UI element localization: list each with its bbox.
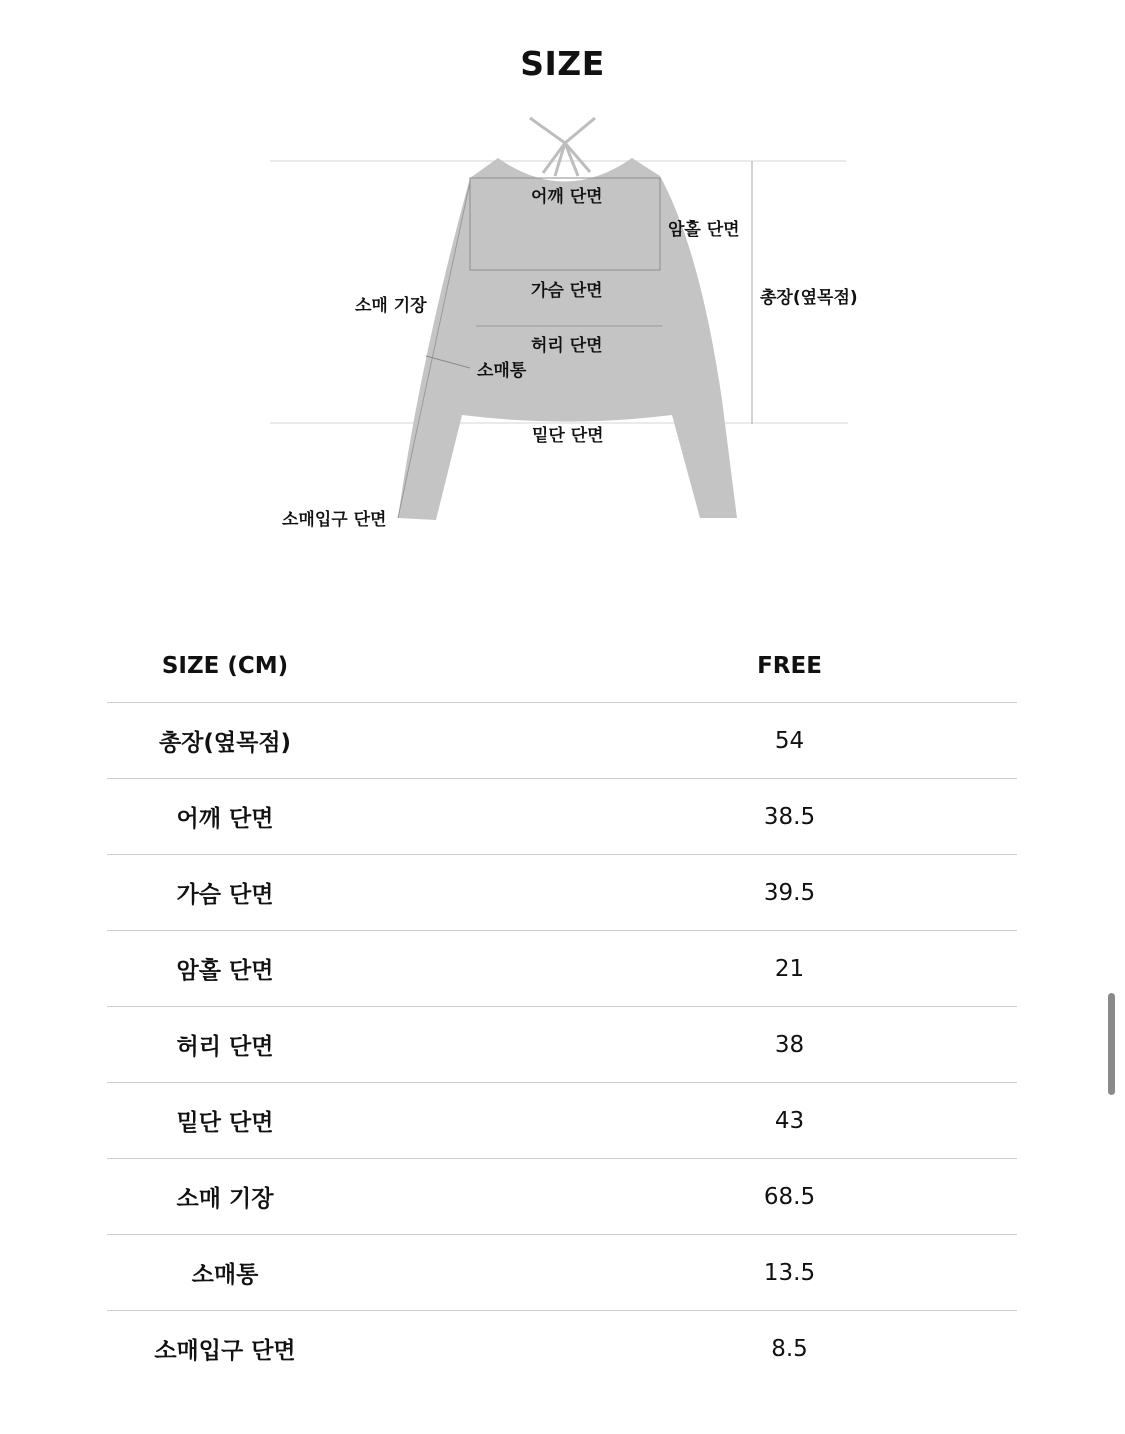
neck-strap-icon	[530, 118, 595, 176]
label-hem: 밑단 단면	[532, 426, 604, 446]
label-shoulder: 어깨 단면	[531, 187, 603, 207]
label-waist: 허리 단면	[531, 336, 603, 356]
page-title: SIZE	[520, 44, 605, 83]
row-value: 68.5	[763, 1183, 816, 1210]
row-label: 소매통	[191, 1262, 259, 1288]
size-table	[107, 630, 1017, 1386]
label-armhole: 암홀 단면	[668, 220, 740, 240]
table-row	[107, 779, 1017, 855]
table-row	[107, 1159, 1017, 1235]
row-value: 54	[774, 727, 805, 754]
table-row	[107, 1311, 1017, 1387]
label-sleeve-width: 소매통	[477, 361, 527, 381]
row-value: 38	[774, 1031, 805, 1058]
scrollbar[interactable]	[1108, 993, 1115, 1095]
label-cuff: 소매입구 단면	[282, 510, 387, 530]
row-value: 39.5	[763, 879, 816, 906]
row-label: 소매 기장	[176, 1186, 274, 1212]
row-label: 총장(옆목점)	[158, 730, 292, 756]
header-size: SIZE (CM)	[161, 653, 289, 679]
row-label: 어깨 단면	[176, 806, 274, 832]
table-row	[107, 931, 1017, 1007]
header-free: FREE	[757, 653, 822, 679]
table-row	[107, 703, 1017, 779]
row-value: 43	[774, 1107, 805, 1134]
row-label: 가슴 단면	[176, 882, 274, 908]
label-total-length: 총장(옆목점)	[760, 288, 858, 308]
table-row	[107, 1007, 1017, 1083]
row-label: 암홀 단면	[176, 958, 274, 984]
table-row	[107, 1083, 1017, 1159]
row-label: 밑단 단면	[176, 1110, 274, 1136]
table-row	[107, 1235, 1017, 1311]
row-value: 21	[774, 955, 805, 982]
label-sleeve-length: 소매 기장	[355, 296, 427, 316]
row-label: 소매입구 단면	[154, 1338, 296, 1364]
row-label: 허리 단면	[176, 1034, 274, 1060]
table-header-row	[107, 630, 1017, 703]
row-value: 13.5	[763, 1259, 816, 1286]
label-chest: 가슴 단면	[531, 281, 603, 301]
table-row	[107, 855, 1017, 931]
row-value: 38.5	[763, 803, 816, 830]
row-value: 8.5	[771, 1335, 808, 1362]
